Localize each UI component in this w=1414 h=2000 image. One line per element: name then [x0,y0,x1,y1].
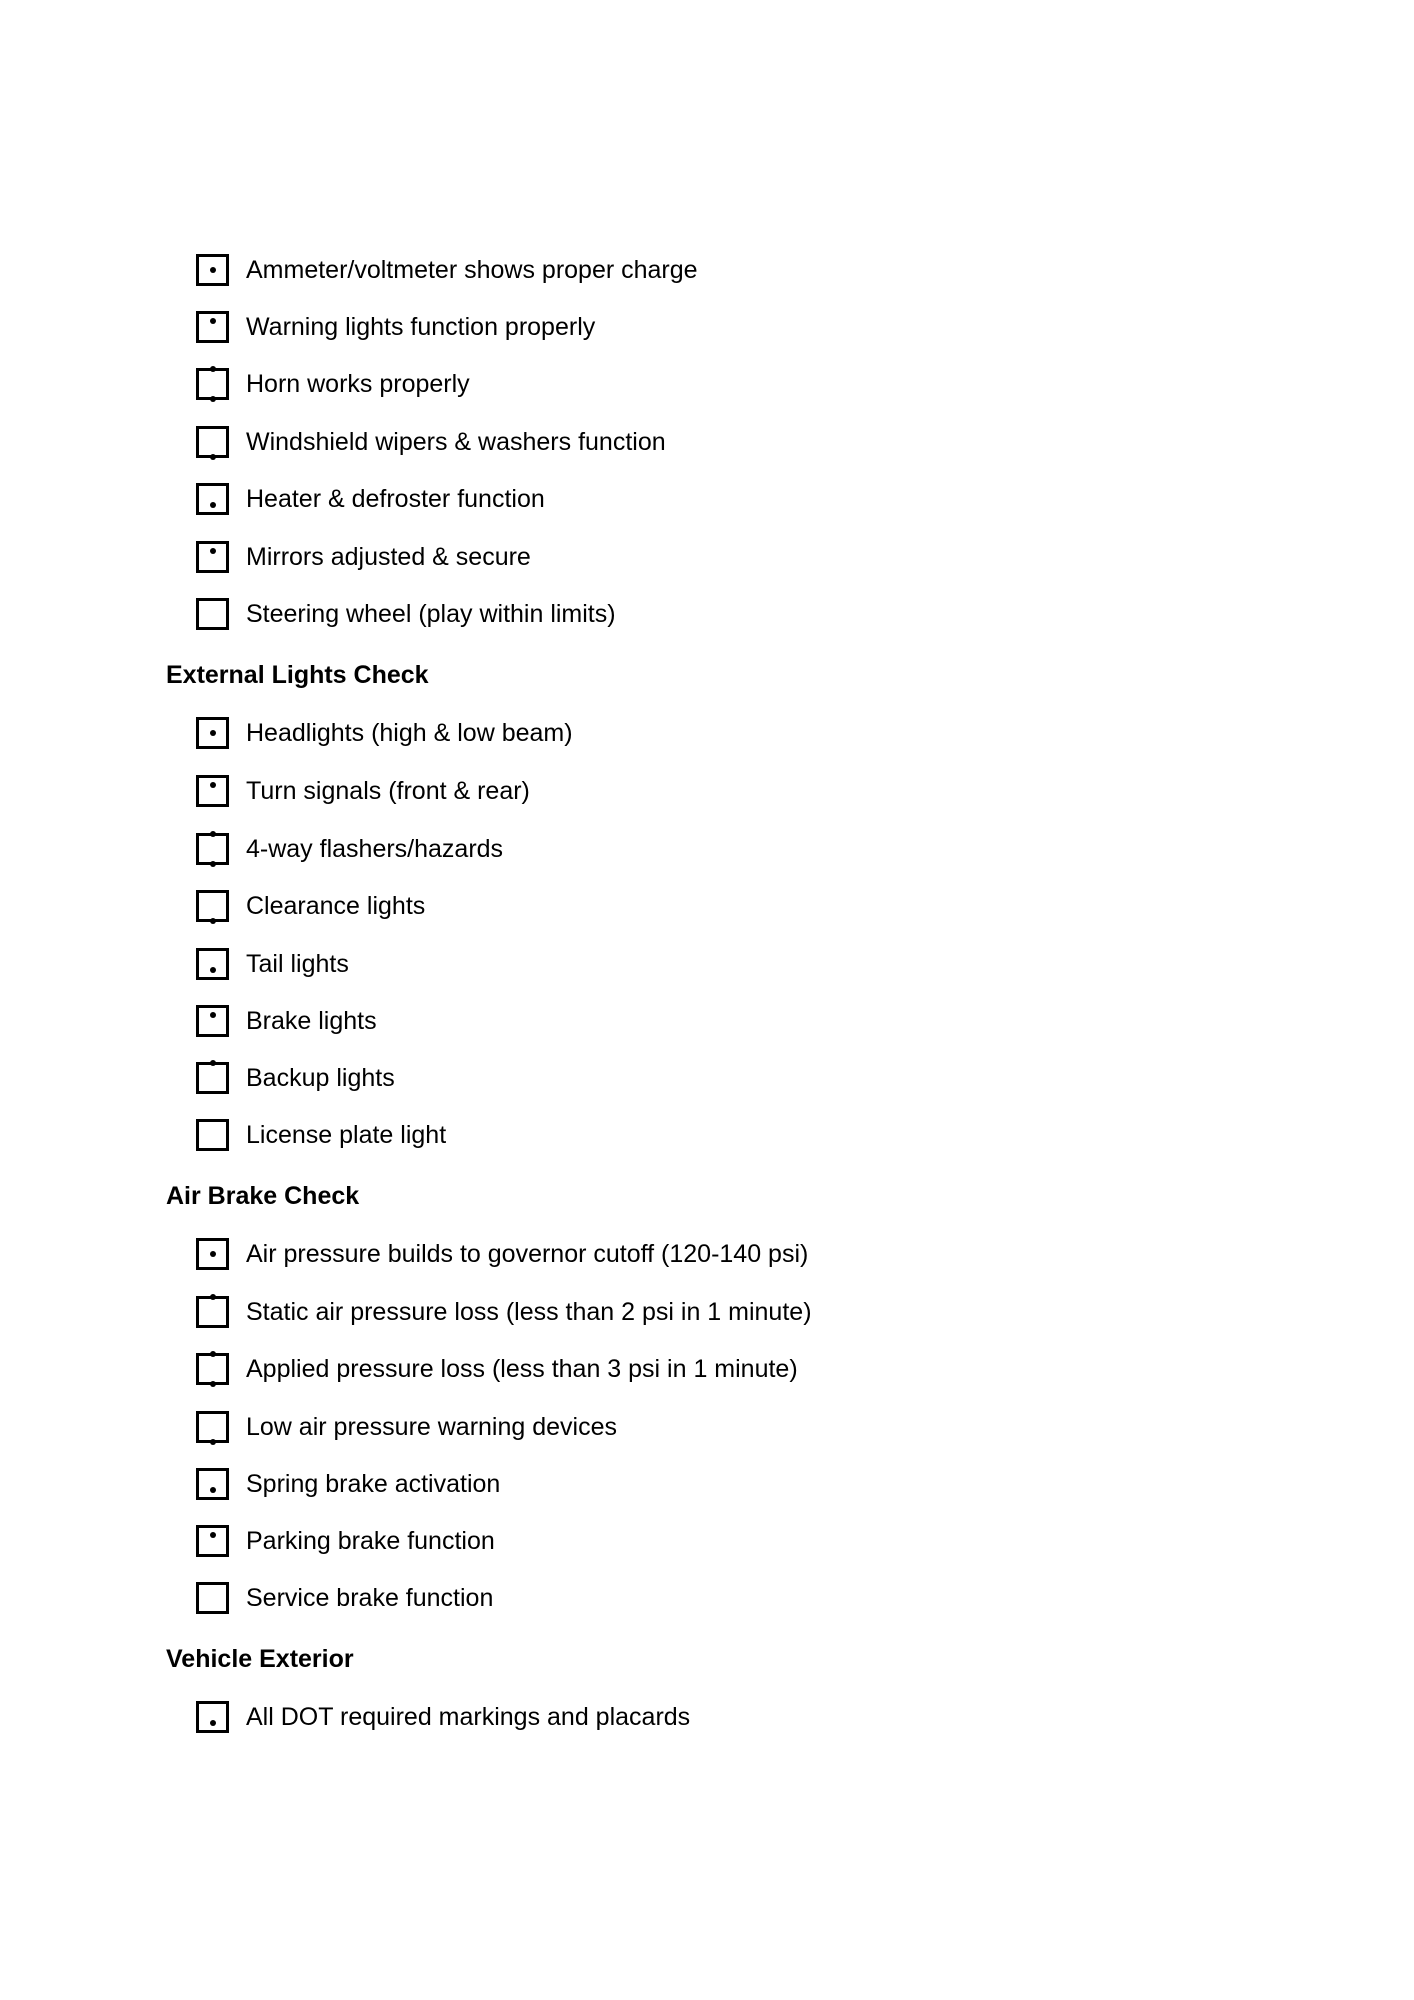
checkbox-icon[interactable] [196,1411,229,1443]
checklist-item-label: Windshield wipers & washers function [246,428,666,456]
section-heading: External Lights Check [166,661,429,689]
checklist-item[interactable] [196,364,470,404]
checkbox-icon[interactable] [196,1468,229,1500]
checklist-item-label: Clearance lights [246,892,426,920]
checkbox-icon[interactable] [196,1005,229,1037]
checklist-item-label: Applied pressure loss (less than 3 psi in 1 minute) [246,1355,798,1383]
checkbox-icon[interactable] [196,254,229,286]
checklist-item-label: Headlights (high & low beam) [246,719,573,747]
checklist-item[interactable] [196,307,595,347]
checklist-item-label: Air pressure builds to governor cutoff (120-140 psi) [246,1240,809,1268]
checklist-item-label: Horn works properly [246,370,470,398]
checklist-item[interactable] [196,479,545,519]
checklist-item-label: License plate light [246,1121,447,1149]
checklist-item-label: Static air pressure loss (less than 2 psi in 1 minute) [246,1298,812,1326]
checkbox-icon[interactable] [196,598,229,630]
section-heading: Air Brake Check [166,1182,360,1210]
checklist-item[interactable] [196,771,530,811]
checkbox-icon[interactable] [196,541,229,573]
checklist-item[interactable] [196,1521,495,1561]
section-heading: Vehicle Exterior [166,1645,354,1673]
checklist-item-label: All DOT required markings and placards [246,1703,691,1731]
checklist-item[interactable] [196,1697,690,1737]
checkbox-icon[interactable] [196,775,229,807]
checkbox-icon[interactable] [196,948,229,980]
checkbox-icon[interactable] [196,1238,229,1270]
checkbox-icon[interactable] [196,1119,229,1151]
checklist-item[interactable] [196,594,616,634]
checklist-item[interactable] [196,1115,446,1155]
checklist-item-label: Turn signals (front & rear) [246,777,530,805]
checklist-item[interactable] [196,886,425,926]
checklist-item[interactable] [196,1349,798,1389]
checklist-item[interactable] [196,422,666,462]
checklist-item-label: 4-way flashers/hazards [246,835,504,863]
checklist-item-label: Heater & defroster function [246,485,545,513]
checklist-item[interactable] [196,829,503,869]
checkbox-icon[interactable] [196,890,229,922]
checkbox-icon[interactable] [196,368,229,400]
checkbox-icon[interactable] [196,1062,229,1094]
checkbox-icon[interactable] [196,1296,229,1328]
checkbox-icon[interactable] [196,1582,229,1614]
checklist-item[interactable] [196,713,573,753]
checklist-item[interactable] [196,1578,493,1618]
checklist-item[interactable] [196,1464,500,1504]
checklist-item-label: Warning lights function properly [246,313,596,341]
checklist-item-label: Steering wheel (play within limits) [246,600,616,628]
checkbox-icon[interactable] [196,311,229,343]
checklist-item[interactable] [196,944,349,984]
checklist-item-label: Tail lights [246,950,349,978]
checkbox-icon[interactable] [196,426,229,458]
checkbox-icon[interactable] [196,1701,229,1733]
checklist-item-label: Parking brake function [246,1527,495,1555]
checkbox-icon[interactable] [196,833,229,865]
checklist-item-label: Service brake function [246,1584,494,1612]
checklist-item[interactable] [196,537,531,577]
checkbox-icon[interactable] [196,483,229,515]
checklist-item-label: Brake lights [246,1007,377,1035]
checklist-item-label: Mirrors adjusted & secure [246,543,531,571]
checkbox-icon[interactable] [196,1353,229,1385]
checklist-item[interactable] [196,1407,617,1447]
checkbox-icon[interactable] [196,717,229,749]
checklist-item-label: Spring brake activation [246,1470,501,1498]
checklist-item-label: Ammeter/voltmeter shows proper charge [246,256,698,284]
checklist-item[interactable] [196,1292,812,1332]
checklist-item[interactable] [196,1234,808,1274]
checkbox-icon[interactable] [196,1525,229,1557]
checklist-item-label: Low air pressure warning devices [246,1413,618,1441]
checklist-item[interactable] [196,1058,395,1098]
checklist-item[interactable] [196,1001,377,1041]
checklist-item-label: Backup lights [246,1064,395,1092]
checklist-item[interactable] [196,250,698,290]
